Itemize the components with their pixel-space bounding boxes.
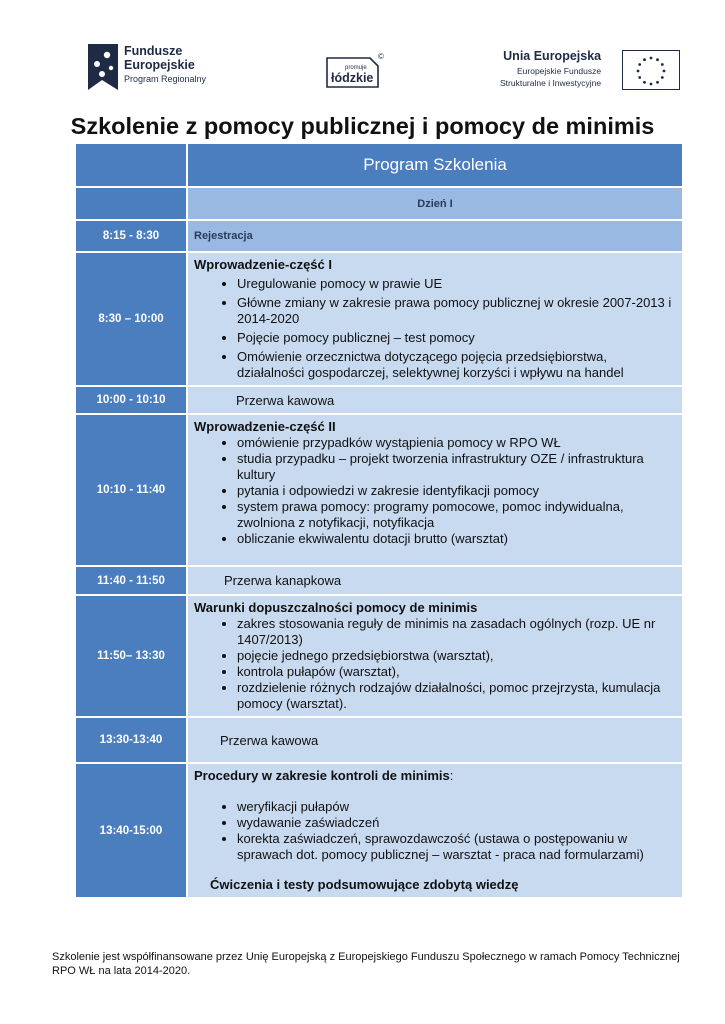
lodz-mark: © [378,52,384,61]
list-item: • rozdzielenie różnych rodzajów działalności, pomoc przejrzysta, kumulacja pomocy (warsztat). [237,680,676,712]
day-label: Dzień I [188,188,684,221]
list-item: • pytania i odpowiedzi w zakresie identyfikacji pomocy [237,483,676,499]
session-heading: Warunki dopuszczalności pomocy de minimis [194,600,478,615]
fe-line3: Program Regionalny [124,74,207,84]
session-heading-suffix: : [449,768,454,783]
list-item: • system prawa pomocy: programy pomocowe, pomoc indywidualna, zwolniona z notyfikacji, notyfikacja [237,499,676,531]
time-cell: 13:30-13:40 [76,718,188,764]
session-closing: Ćwiczenia i testy podsumowujące zdobytą wiedzę [210,877,519,892]
ue-line2: Europejskie Fundusze [517,66,602,76]
list-item: • Omówienie orzecznictwa dotyczącego pojęcia przedsiębiorstwa, działalności gospodarczej, selektywnej korzyści i wpływu na handel [237,349,676,381]
header-left-cell [76,144,188,188]
ue-line1: Unia Europejska [503,49,602,63]
program-header: Program Szkolenia [188,144,684,188]
table-row [76,567,684,596]
logo-bar [0,40,725,96]
session-cell [188,415,684,567]
schedule-table [76,144,684,899]
table-row [76,596,684,718]
list-item: • Uregulowanie pomocy w prawie UE [237,276,676,292]
session-heading-line [194,768,676,784]
page-title: Szkolenie z pomocy publicznej i pomocy de minimis [70,113,655,139]
table-row [76,764,684,899]
session-cell [188,596,684,718]
session-list [194,616,676,712]
lodzkie-frame-icon [326,52,386,88]
fe-star-icon [88,44,118,90]
time-cell: 13:40-15:00 [76,764,188,899]
table-row [76,387,684,415]
list-item: • studia przypadku – projekt tworzenia infrastruktury OZE / infrastruktura kultury [237,451,676,483]
list-item: • korekta zaświadczeń, sprawozdawczość (ustawa o postępowaniu w sprawach dot. pomocy publicznej – warsztat - praca nad formularzami) [237,831,676,863]
list-item: • wydawanie zaświadczeń [237,815,676,831]
session-cell [188,253,684,387]
list-item: • kontrola pułapów (warsztat), [237,664,676,680]
table-row [76,718,684,764]
table-row [76,221,684,253]
break-cell: Przerwa kawowa [188,387,684,415]
list-item: • Główne zmiany w zakresie prawa pomocy publicznej w okresie 2007-2013 i 2014-2020 [237,295,676,327]
time-cell: 8:15 - 8:30 [76,221,188,253]
session-heading: Wprowadzenie-część I [194,257,332,272]
day-left-cell [76,188,188,221]
time-cell: 8:30 – 10:00 [76,253,188,387]
time-cell: 11:50– 13:30 [76,596,188,718]
session-list [194,435,676,547]
day-row [76,188,684,221]
session-list [194,799,676,863]
header-row [76,144,684,188]
session-cell [188,764,684,899]
unia-europejska-logo [500,50,601,89]
list-item: • weryfikacji pułapów [237,799,676,815]
footer-note: Szkolenie jest współfinansowane przez Unię Europejską z Europejskiego Funduszu Społecznego w ramach Pomocy Technicznej RPO WŁ na lata 2014-2020. [52,951,680,977]
fe-line1: Fundusze [124,44,183,58]
ue-line3: Strukturalne i Inwestycyjne [500,78,602,88]
break-cell: Przerwa kanapkowa [188,567,684,596]
time-cell: 10:00 - 10:10 [76,387,188,415]
table-row [76,253,684,387]
list-item: • omówienie przypadków wystąpienia pomocy w RPO WŁ [237,435,676,451]
session-heading: Procedury w zakresie kontroli de minimis [194,768,450,783]
list-item: • zakres stosowania reguły de minimis na zasadach ogólnych (rozp. UE nr 1407/2013) [237,616,676,648]
fe-line2: Europejskie [124,58,195,72]
eu-flag-icon [622,50,680,90]
lodz-main: łódzkie [331,71,374,85]
table-row [76,415,684,567]
time-cell: 11:40 - 11:50 [76,567,188,596]
time-cell: 10:10 - 11:40 [76,415,188,567]
fundusze-europejskie-logo [88,44,206,90]
list-item: • pojęcie jednego przedsiębiorstwa (warsztat), [237,648,676,664]
registration-cell: Rejestracja [188,221,684,253]
lodz-small: promuje [345,65,367,71]
promuje-lodzkie-logo [326,52,386,88]
list-item: • obliczanie ekwiwalentu dotacji brutto (warsztat) [237,531,676,547]
session-heading: Wprowadzenie-część II [194,419,336,434]
list-item: • Pojęcie pomocy publicznej – test pomocy [237,330,676,346]
break-cell: Przerwa kawowa [188,718,684,764]
session-list [194,276,676,381]
